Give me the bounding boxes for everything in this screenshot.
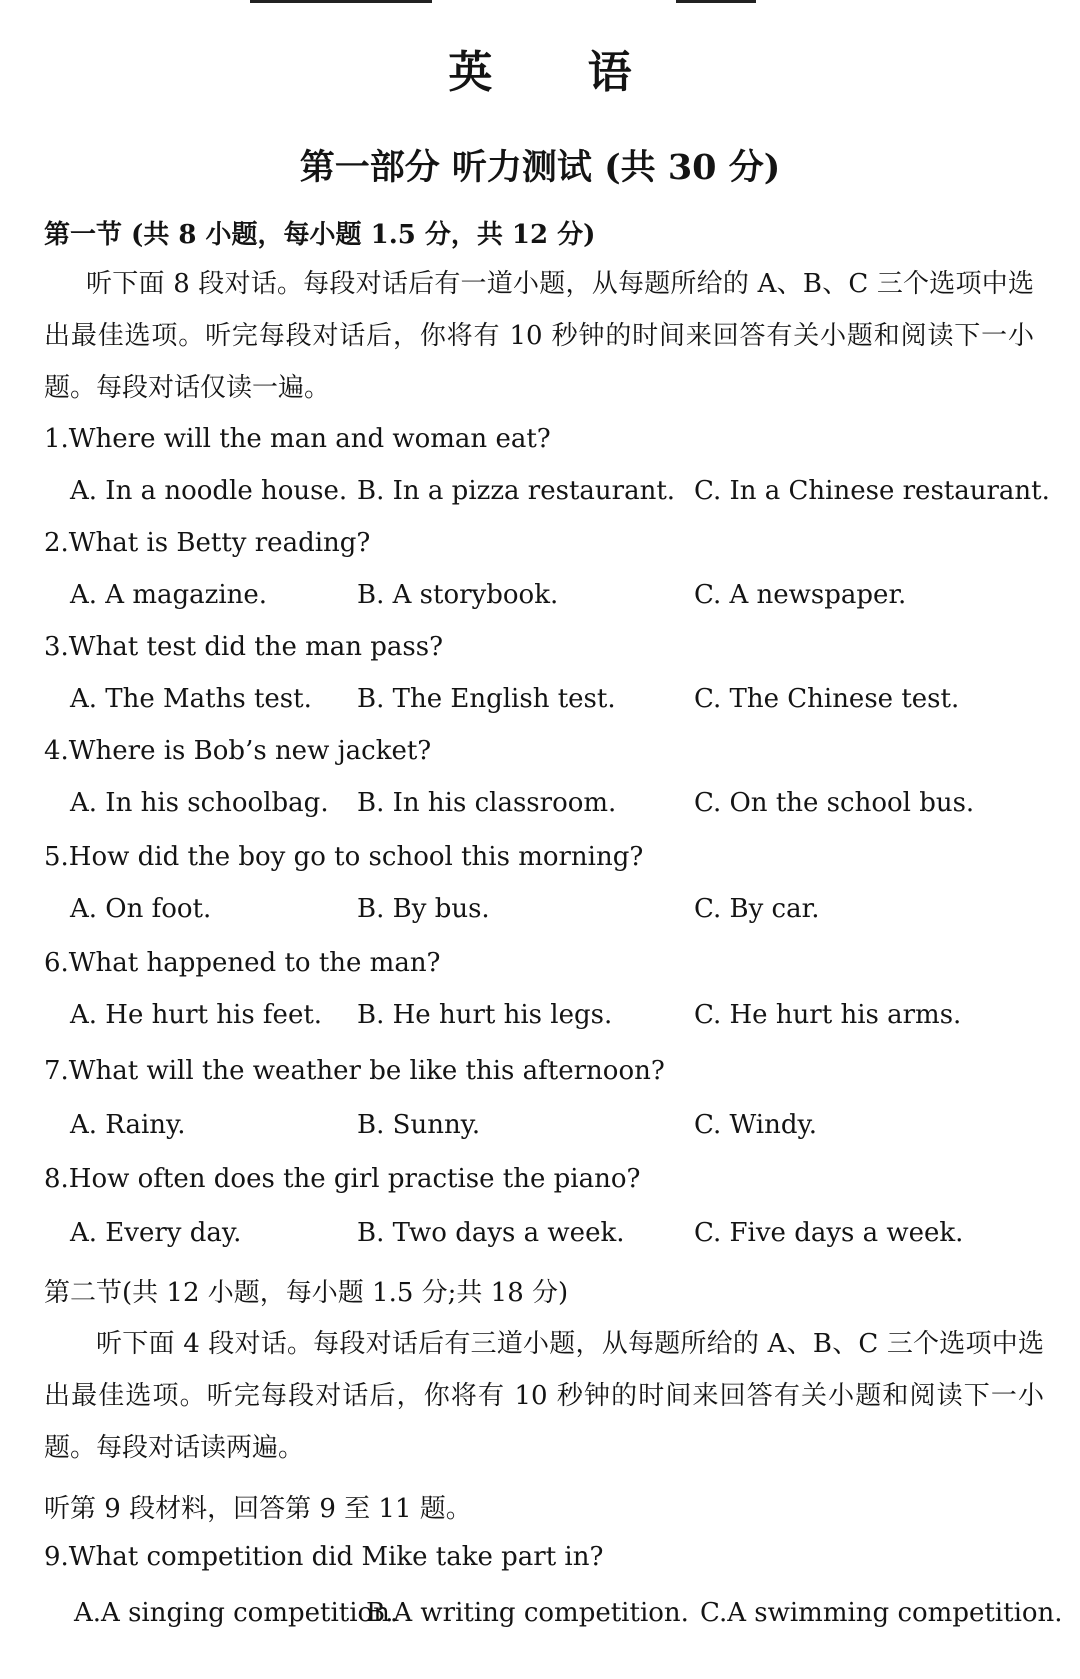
q8-option-c: C. Five days a week. (694, 1218, 964, 1248)
section1-heading: 第一节 (共 8 小题，每小题 1.5 分，共 12 分) (44, 220, 596, 250)
q6-option-c: C. He hurt his arms. (694, 1000, 962, 1030)
q2-option-b: B. A storybook. (357, 580, 559, 610)
q6-option-a: A. He hurt his feet. (70, 1000, 323, 1030)
q6-option-b: B. He hurt his legs. (357, 1000, 613, 1030)
q7-option-c: C. Windy. (694, 1110, 817, 1140)
top-rule-right (676, 0, 756, 3)
q7-option-a: A. Rainy. (70, 1110, 186, 1140)
top-rule-left (250, 0, 432, 3)
question-5: 5.How did the boy go to school this morning? (44, 842, 644, 872)
material-note: 听第 9 段材料，回答第 9 至 11 题。 (44, 1494, 472, 1524)
q9-option-a: A.A singing competition. (74, 1598, 399, 1628)
q4-option-b: B. In his classroom. (357, 788, 617, 818)
q3-option-a: A. The Maths test. (70, 684, 312, 714)
question-8: 8.How often does the girl practise the piano? (44, 1164, 641, 1194)
q9-option-c: C.A swimming competition. (700, 1598, 1063, 1628)
q9-option-b: B.A writing competition. (366, 1598, 689, 1628)
part-title: 第一部分 听力测试 (共 30 分) (299, 147, 781, 188)
q3-option-c: C. The Chinese test. (694, 684, 960, 714)
q8-option-a: A. Every day. (70, 1218, 242, 1248)
question-7: 7.What will the weather be like this afternoon? (44, 1056, 665, 1086)
q2-option-c: C. A newspaper. (694, 580, 907, 610)
q1-option-b: B. In a pizza restaurant. (357, 476, 676, 506)
page-title: 英 语 (448, 47, 672, 98)
q1-option-c: C. In a Chinese restaurant. (694, 476, 1050, 506)
q5-option-a: A. On foot. (70, 894, 212, 924)
question-4: 4.Where is Bob’s new jacket? (44, 736, 432, 766)
q4-option-c: C. On the school bus. (694, 788, 975, 818)
q5-option-b: B. By bus. (357, 894, 490, 924)
question-3: 3.What test did the man pass? (44, 632, 444, 662)
question-9: 9.What competition did Mike take part in? (44, 1542, 604, 1572)
section1-instructions: 听下面 8 段对话。每段对话后有一道小题，从每题所给的 A、B、C 三个选项中选出最佳选项。听完每段对话后，你将有 10 秒钟的时间来回答有关小题和阅读下一小题。每段对话仅读一遍。 (44, 269, 1034, 403)
q8-option-b: B. Two days a week. (357, 1218, 625, 1248)
q3-option-b: B. The English test. (357, 684, 616, 714)
section2-instructions: 听下面 4 段对话。每段对话后有三道小题，从每题所给的 A、B、C 三个选项中选出最佳选项。听完每段对话后，你将有 10 秒钟的时间来回答有关小题和阅读下一小题。每段对话读两遍。 (44, 1329, 1044, 1463)
question-2: 2.What is Betty reading? (44, 528, 371, 558)
q1-option-a: A. In a noodle house. (70, 476, 348, 506)
q7-option-b: B. Sunny. (357, 1110, 481, 1140)
question-1: 1.Where will the man and woman eat? (44, 424, 551, 454)
q4-option-a: A. In his schoolbag. (70, 788, 329, 818)
section2-heading: 第二节(共 12 小题，每小题 1.5 分;共 18 分) (44, 1278, 569, 1308)
question-6: 6.What happened to the man? (44, 948, 441, 978)
q2-option-a: A. A magazine. (70, 580, 268, 610)
q5-option-c: C. By car. (694, 894, 820, 924)
